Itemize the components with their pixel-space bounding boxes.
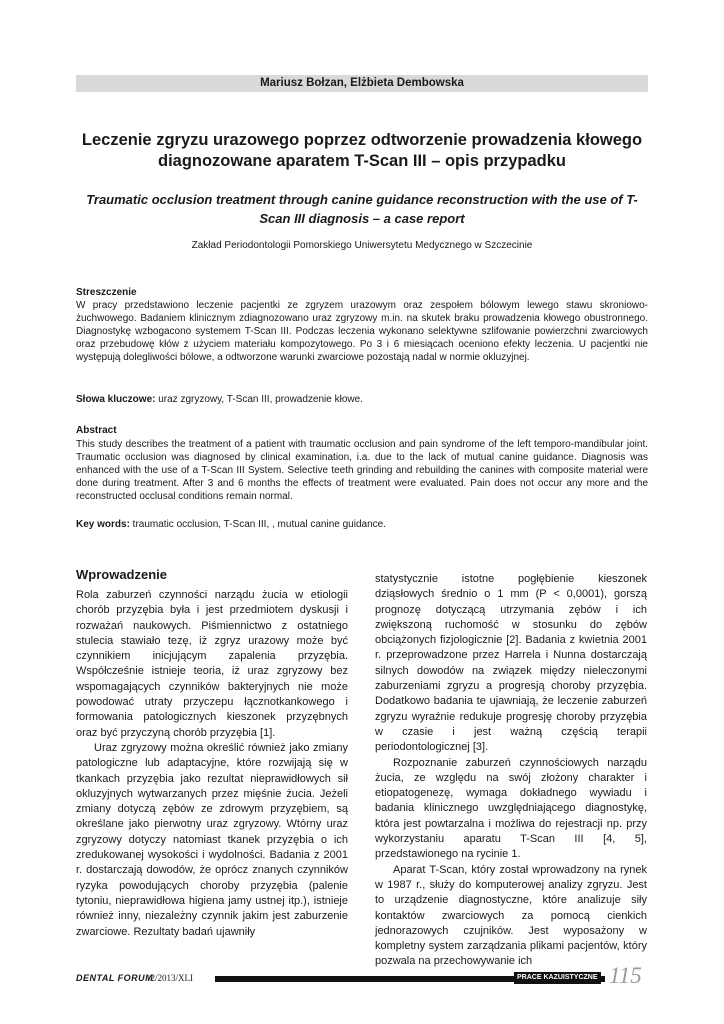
right-column [375, 572, 647, 970]
footer-journal-name: DENTAL FORUM [76, 973, 154, 983]
article-title-english: Traumatic occlusion treatment through canine guidance reconstruction with the use of T-Scan III diagnosis – a case report [86, 192, 638, 226]
footer-section-label: PRACE KAZUISTYCZNE [514, 972, 601, 984]
slowa-kluczowe-text: uraz zgryzowy, T-Scan III, prowadzenie kłowe. [155, 394, 363, 405]
affiliation: Zakład Periodontologii Pomorskiego Uniwersytetu Medycznego w Szczecinie [191, 240, 533, 251]
key-words [76, 518, 648, 531]
footer-issue: /2/2013/XLI [148, 973, 193, 983]
slowa-kluczowe-label: Słowa kluczowe: [76, 394, 156, 405]
abstract-text: This study describes the treatment of a patient with traumatic occlusion and pain syndrome of the left temporo-mandibular joint. Traumatic occlusion was diagnosed by clinical examination, i.a. due to the lack of mutual canine guidance. Diagnosis was enhanced with the use of a T-Scan III System. Selective teeth grinding and rebuilding the canines with composite material were done during treatment. After 3 and 6 months the effects of treatment were evaluated. Pain does not occur any more and the reconstructed occlusal conditions remain normal. [76, 439, 648, 502]
streszczenie-text: W pracy przedstawiono leczenie pacjentki ze zgryzem urazowym oraz zespołem bólowym lewego stawu skroniowo-żuchwowego. Badaniem klinicznym zdiagnozowano uraz zgryzowy m.in. na skutek braku prowadzenia kłowego obustronnego. Diagnostykę wzbogacono systemem T-Scan III. Podczas leczenia wykonano selektywne szlifowanie powierzchni zwarciowych oraz przebudowę kłów z użyciem materiału kompozytowego. Po 3 i 6 miesiącach oceniono efekty leczenia. U pacjentki nie występują dolegliwości bólowe, a odtworzone warunki zwarciowe pozostają nadal w normie okluzyjnej. [76, 300, 648, 363]
right-paragraph-3: Aparat T-Scan, który został wprowadzony na rynek w 1987 r., służy do komputerowej analizy zgryzu. Jest to urządzenie diagnostyczne, które analizuje siły kontaktów zwarciowych za pomocą cienkich jednorazowych czujników. Jest wyposażony w kompletny system zarządzania plikami pacjentów, który pozwala na przechowywanie ich [375, 863, 647, 968]
left-paragraph-2: Uraz zgryzowy można określić również jako zmiany patologiczne lub adaptacyjne, które rozwijają się w tkankach przyzębia jako rezultat nieprawidłowych sił okluzyjnych wytwarzanych przez mięśnie żucia. Jeżeli zmiany dotyczą zębów ze zdrowym przyzębiem, są określane jako pierwotny uraz zgryzowy. Wtórny uraz zgryzowy dotyczy natomiast tkanek przyzębia o ich zredukowanej wysokości i wydolności. Badania z 2001 r. dostarczają dowodów, że oprócz znanych czynników ryzyka powodujących choroby przyzębia (palenie tytoniu, nieprawidłowa higiena jamy ustnej itp.), istnieje również inny, niezależny czynnik jakim jest zaburzenie zwarciowe. Rezultaty badań ujawniły [76, 741, 348, 938]
left-paragraph-1: Rola zaburzeń czynności narządu żucia w etiologii chorób przyzębia była i jest przedmiotem dyskusji i rozważań naukowych. Piśmiennictwo z ostatniego stulecia stawiało tezę, iż zgryz urazowy może być czynnikiem inicjującym zapalenia przyzębia. Współcześnie istnieje teoria, iż uraz zgryzowy bez wspomagających czynników bakteryjnych nie może powodować utraty przyczepu łącznotkankowego i formowania patologicznych kieszonek przyzębnych oraz być przyczyną chorób przyzębia [1]. [76, 589, 348, 739]
section-heading-wprowadzenie: Wprowadzenie [76, 567, 168, 582]
right-paragraph-2: Rozpoznanie zaburzeń czynnościowych narządu żucia, ze względu na swój złożony charakter i etiopatogenezę, wymaga dokładnego wywiadu i badania klinicznego uwzględniającego diagnostykę, która jest powtarzalna i możliwa do rejestracji np. przy wykorzystaniu aparatu T-Scan III [4, 5], przedstawionego na rycinie 1. [375, 756, 647, 861]
streszczenie-heading: Streszczenie [76, 287, 137, 298]
article-title-polish: Leczenie zgryzu urazowego poprzez odtworzenie prowadzenia kłowego diagnozowane aparatem T-Scan III – opis przypadku [81, 131, 643, 170]
key-words-text: traumatic occlusion, T-Scan III, , mutual canine guidance. [129, 519, 386, 530]
abstract-heading: Abstract [76, 425, 117, 436]
slowa-kluczowe [76, 393, 648, 406]
right-paragraph-1: statystycznie istotne pogłębienie kieszonek dziąsłowych średnio o 1 mm (P < 0,0001), gorszą prognozę dotyczącą utrzymania zębów i ich zwiększoną ruchomość w stosunku do zębów obciążonych fizjologicznie [2]. Badania z kwietnia 2001 r. przeprowadzone przez Harrela i Nunna dostarczają silnych dowodów na związek między nieleczonymi zaburzeniami zgryzu a progresją choroby przyzębia. Dodatkowo badania te ujawniają, że leczenie zaburzeń zgryzu wyraźnie redukuje progresję choroby przyzębia w czasie i jest ważną częścią terapii periodontologicznej [3]. [375, 573, 647, 754]
page-number: 115 [609, 963, 642, 988]
key-words-label: Key words: [76, 519, 130, 530]
left-column [76, 588, 348, 940]
authors-bar: Mariusz Bołzan, Elżbieta Dembowska [76, 75, 648, 92]
